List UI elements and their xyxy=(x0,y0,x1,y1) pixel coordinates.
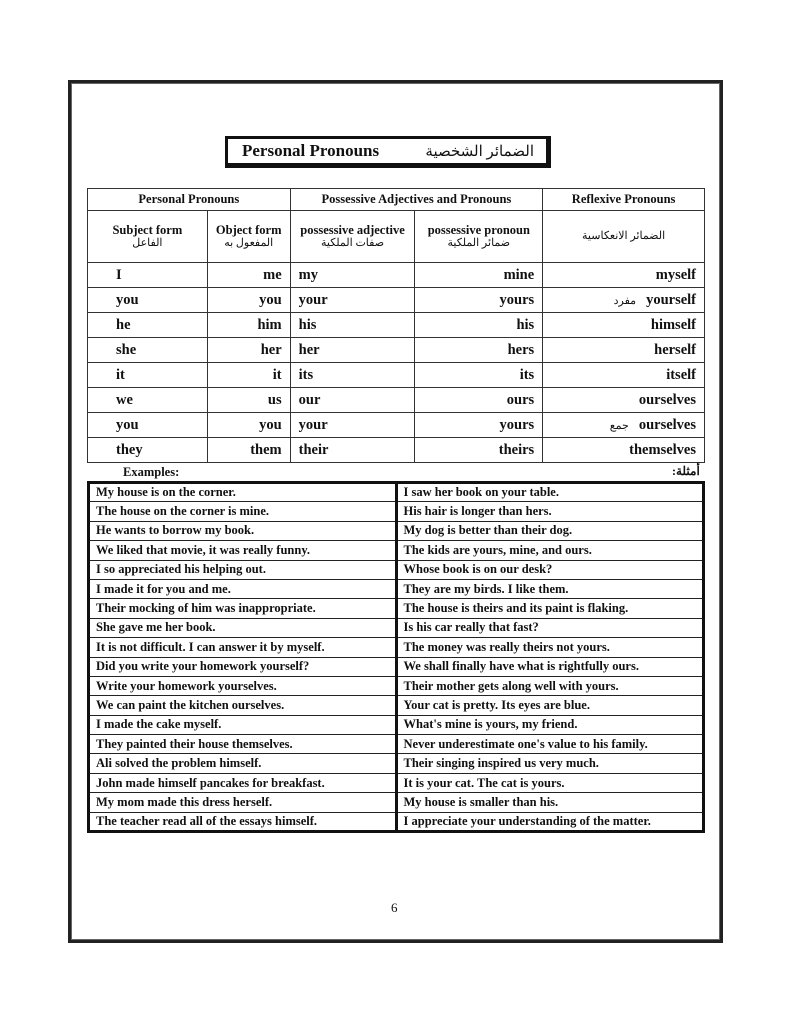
pronoun: you xyxy=(259,291,282,308)
pronoun: they xyxy=(116,441,143,458)
cell-o xyxy=(207,338,290,363)
pronoun: you xyxy=(116,416,139,433)
cell-o xyxy=(207,288,290,313)
table-row xyxy=(88,288,705,313)
example-sentence: Your cat is pretty. Its eyes are blue. xyxy=(396,696,704,715)
example-row xyxy=(89,541,704,560)
example-sentence: Never underestimate one's value to his family. xyxy=(396,735,704,754)
example-sentence: He wants to borrow my book. xyxy=(89,521,397,540)
example-sentence: The house is theirs and its paint is flaking. xyxy=(396,599,704,618)
table-row xyxy=(88,338,705,363)
table-row xyxy=(88,413,705,438)
cell-pa xyxy=(290,388,415,413)
pronouns-table xyxy=(87,188,705,463)
cell-pp xyxy=(415,338,543,363)
example-sentence: Ali solved the problem himself. xyxy=(89,754,397,773)
page-number: 6 xyxy=(391,900,398,915)
cell-pp xyxy=(415,288,543,313)
cell-pa xyxy=(290,263,415,288)
table-row xyxy=(88,313,705,338)
pronoun: your xyxy=(298,291,328,308)
cell-o xyxy=(207,388,290,413)
example-row xyxy=(89,676,704,695)
cell-pp xyxy=(415,263,543,288)
cell-o xyxy=(207,313,290,338)
column-header xyxy=(207,211,290,263)
example-sentence: My house is smaller than his. xyxy=(396,793,704,812)
example-sentence: What's mine is yours, my friend. xyxy=(396,715,704,734)
pronoun: mine xyxy=(503,266,535,283)
pronoun: her xyxy=(298,341,320,358)
pronoun: theirs xyxy=(498,441,535,458)
column-header-ar: الفاعل xyxy=(132,237,163,250)
cell-r xyxy=(543,338,705,363)
cell-pp xyxy=(415,363,543,388)
column-header-en: possessive adjective xyxy=(300,222,405,237)
example-row xyxy=(89,793,704,812)
cell-r xyxy=(543,388,705,413)
cell-r xyxy=(543,363,705,388)
example-row xyxy=(89,735,704,754)
pronoun: you xyxy=(259,416,282,433)
pronoun: his xyxy=(516,316,535,333)
pronoun: himself xyxy=(650,316,696,333)
example-sentence: I made it for you and me. xyxy=(89,579,397,598)
example-sentence: Their mother gets along well with yours. xyxy=(396,676,704,695)
page-title xyxy=(225,136,551,168)
examples-label-ar: أمثلة: xyxy=(672,464,700,478)
example-sentence: The teacher read all of the essays himself. xyxy=(89,812,397,831)
cell-pp xyxy=(415,413,543,438)
example-row xyxy=(89,579,704,598)
pronoun: yours xyxy=(499,416,535,433)
example-sentence: The kids are yours, mine, and ours. xyxy=(396,541,704,560)
pronoun: his xyxy=(298,316,317,333)
pronoun: our xyxy=(298,391,321,408)
cell-pa xyxy=(290,438,415,463)
column-header-ar: صفات الملكية xyxy=(321,237,385,250)
pronoun: myself xyxy=(655,266,696,283)
cell-s xyxy=(88,338,208,363)
example-row xyxy=(89,483,704,502)
example-row xyxy=(89,638,704,657)
pronoun: yours xyxy=(499,291,535,308)
cell-s xyxy=(88,363,208,388)
cell-pa xyxy=(290,363,415,388)
example-row xyxy=(89,560,704,579)
example-sentence: My mom made this dress herself. xyxy=(89,793,397,812)
table-row xyxy=(88,363,705,388)
pronoun: it xyxy=(272,366,282,383)
pronoun: us xyxy=(267,391,282,408)
example-sentence: They painted their house themselves. xyxy=(89,735,397,754)
column-header xyxy=(543,211,705,263)
example-sentence: My house is on the corner. xyxy=(89,483,397,502)
cell-pa xyxy=(290,338,415,363)
column-header-en: Subject form xyxy=(112,222,183,237)
example-sentence: My dog is better than their dog. xyxy=(396,521,704,540)
pronoun: ourselves xyxy=(638,391,696,408)
pronoun: my xyxy=(298,266,318,283)
number-note: جمع xyxy=(609,419,629,432)
example-row xyxy=(89,773,704,792)
column-header xyxy=(290,211,415,263)
column-header-en: possessive pronoun xyxy=(427,222,530,237)
cell-s xyxy=(88,263,208,288)
example-sentence: Is his car really that fast? xyxy=(396,618,704,637)
column-header-ar: الضمائر الانعكاسية xyxy=(582,230,666,243)
cell-o xyxy=(207,438,290,463)
pronoun: them xyxy=(250,441,282,458)
pronoun: itself xyxy=(666,366,696,383)
cell-pp xyxy=(415,313,543,338)
pronoun: I xyxy=(116,266,122,283)
examples-table xyxy=(87,481,705,833)
example-sentence: Their mocking of him was inappropriate. xyxy=(89,599,397,618)
column-header xyxy=(88,211,208,263)
pronoun: he xyxy=(116,316,131,333)
cell-r xyxy=(543,413,705,438)
example-row xyxy=(89,754,704,773)
example-sentence: Did you write your homework yourself? xyxy=(89,657,397,676)
pronoun: ours xyxy=(506,391,535,408)
cell-r xyxy=(543,263,705,288)
table-row xyxy=(88,263,705,288)
cell-r xyxy=(543,438,705,463)
example-row xyxy=(89,618,704,637)
cell-pp xyxy=(415,438,543,463)
example-sentence: I saw her book on your table. xyxy=(396,483,704,502)
pronoun: its xyxy=(519,366,535,383)
example-sentence: I so appreciated his helping out. xyxy=(89,560,397,579)
example-sentence: Their singing inspired us very much. xyxy=(396,754,704,773)
column-header-en: Object form xyxy=(215,222,282,237)
column-header xyxy=(415,211,543,263)
pronoun: ourselves xyxy=(638,416,696,433)
number-note: مفرد xyxy=(613,294,637,307)
cell-pp xyxy=(415,388,543,413)
pronoun: me xyxy=(263,266,282,283)
cell-o xyxy=(207,413,290,438)
example-sentence: It is not difficult. I can answer it by myself. xyxy=(89,638,397,657)
cell-o xyxy=(207,363,290,388)
pronoun: we xyxy=(116,391,133,408)
example-sentence: They are my birds. I like them. xyxy=(396,579,704,598)
column-header-ar: المفعول به xyxy=(224,237,274,250)
pronoun: she xyxy=(116,341,137,358)
cell-s xyxy=(88,413,208,438)
pronoun: it xyxy=(116,366,125,383)
cell-pa xyxy=(290,288,415,313)
cell-s xyxy=(88,288,208,313)
examples-label: Examples: xyxy=(123,465,180,479)
example-sentence: We liked that movie, it was really funny. xyxy=(89,541,397,560)
pronoun: herself xyxy=(654,341,696,358)
example-row xyxy=(89,599,704,618)
pronoun: him xyxy=(257,316,282,333)
example-sentence: It is your cat. The cat is yours. xyxy=(396,773,704,792)
title-ar: الضمائر الشخصية xyxy=(425,143,534,160)
column-header-ar: ضمائر الملكية xyxy=(447,237,511,250)
pronoun: your xyxy=(298,416,328,433)
example-sentence: The house on the corner is mine. xyxy=(89,502,397,521)
example-sentence: The money was really theirs not yours. xyxy=(396,638,704,657)
example-sentence: Whose book is on our desk? xyxy=(396,560,704,579)
group-header: Personal Pronouns xyxy=(88,189,291,211)
cell-o xyxy=(207,263,290,288)
cell-r xyxy=(543,313,705,338)
cell-s xyxy=(88,313,208,338)
example-sentence: His hair is longer than hers. xyxy=(396,502,704,521)
pronoun: its xyxy=(298,366,314,383)
example-row xyxy=(89,521,704,540)
pronoun: you xyxy=(116,291,139,308)
example-sentence: I appreciate your understanding of the matter. xyxy=(396,812,704,831)
table-row xyxy=(88,388,705,413)
pronoun: yourself xyxy=(646,291,696,308)
pronoun: her xyxy=(260,341,282,358)
cell-r xyxy=(543,288,705,313)
pronoun: their xyxy=(298,441,329,458)
cell-s xyxy=(88,388,208,413)
example-sentence: We can paint the kitchen ourselves. xyxy=(89,696,397,715)
example-sentence: I made the cake myself. xyxy=(89,715,397,734)
example-sentence: Write your homework yourselves. xyxy=(89,676,397,695)
pronoun: themselves xyxy=(629,441,696,458)
cell-s xyxy=(88,438,208,463)
example-row xyxy=(89,696,704,715)
table-row xyxy=(88,438,705,463)
group-header: Reflexive Pronouns xyxy=(543,189,705,211)
title-en: Personal Pronouns xyxy=(242,141,380,160)
pronoun: hers xyxy=(507,341,535,358)
example-sentence: John made himself pancakes for breakfast. xyxy=(89,773,397,792)
example-row xyxy=(89,502,704,521)
cell-pa xyxy=(290,313,415,338)
cell-pa xyxy=(290,413,415,438)
example-row xyxy=(89,812,704,831)
example-sentence: We shall finally have what is rightfully ours. xyxy=(396,657,704,676)
example-row xyxy=(89,657,704,676)
example-row xyxy=(89,715,704,734)
example-sentence: She gave me her book. xyxy=(89,618,397,637)
group-header: Possessive Adjectives and Pronouns xyxy=(290,189,543,211)
